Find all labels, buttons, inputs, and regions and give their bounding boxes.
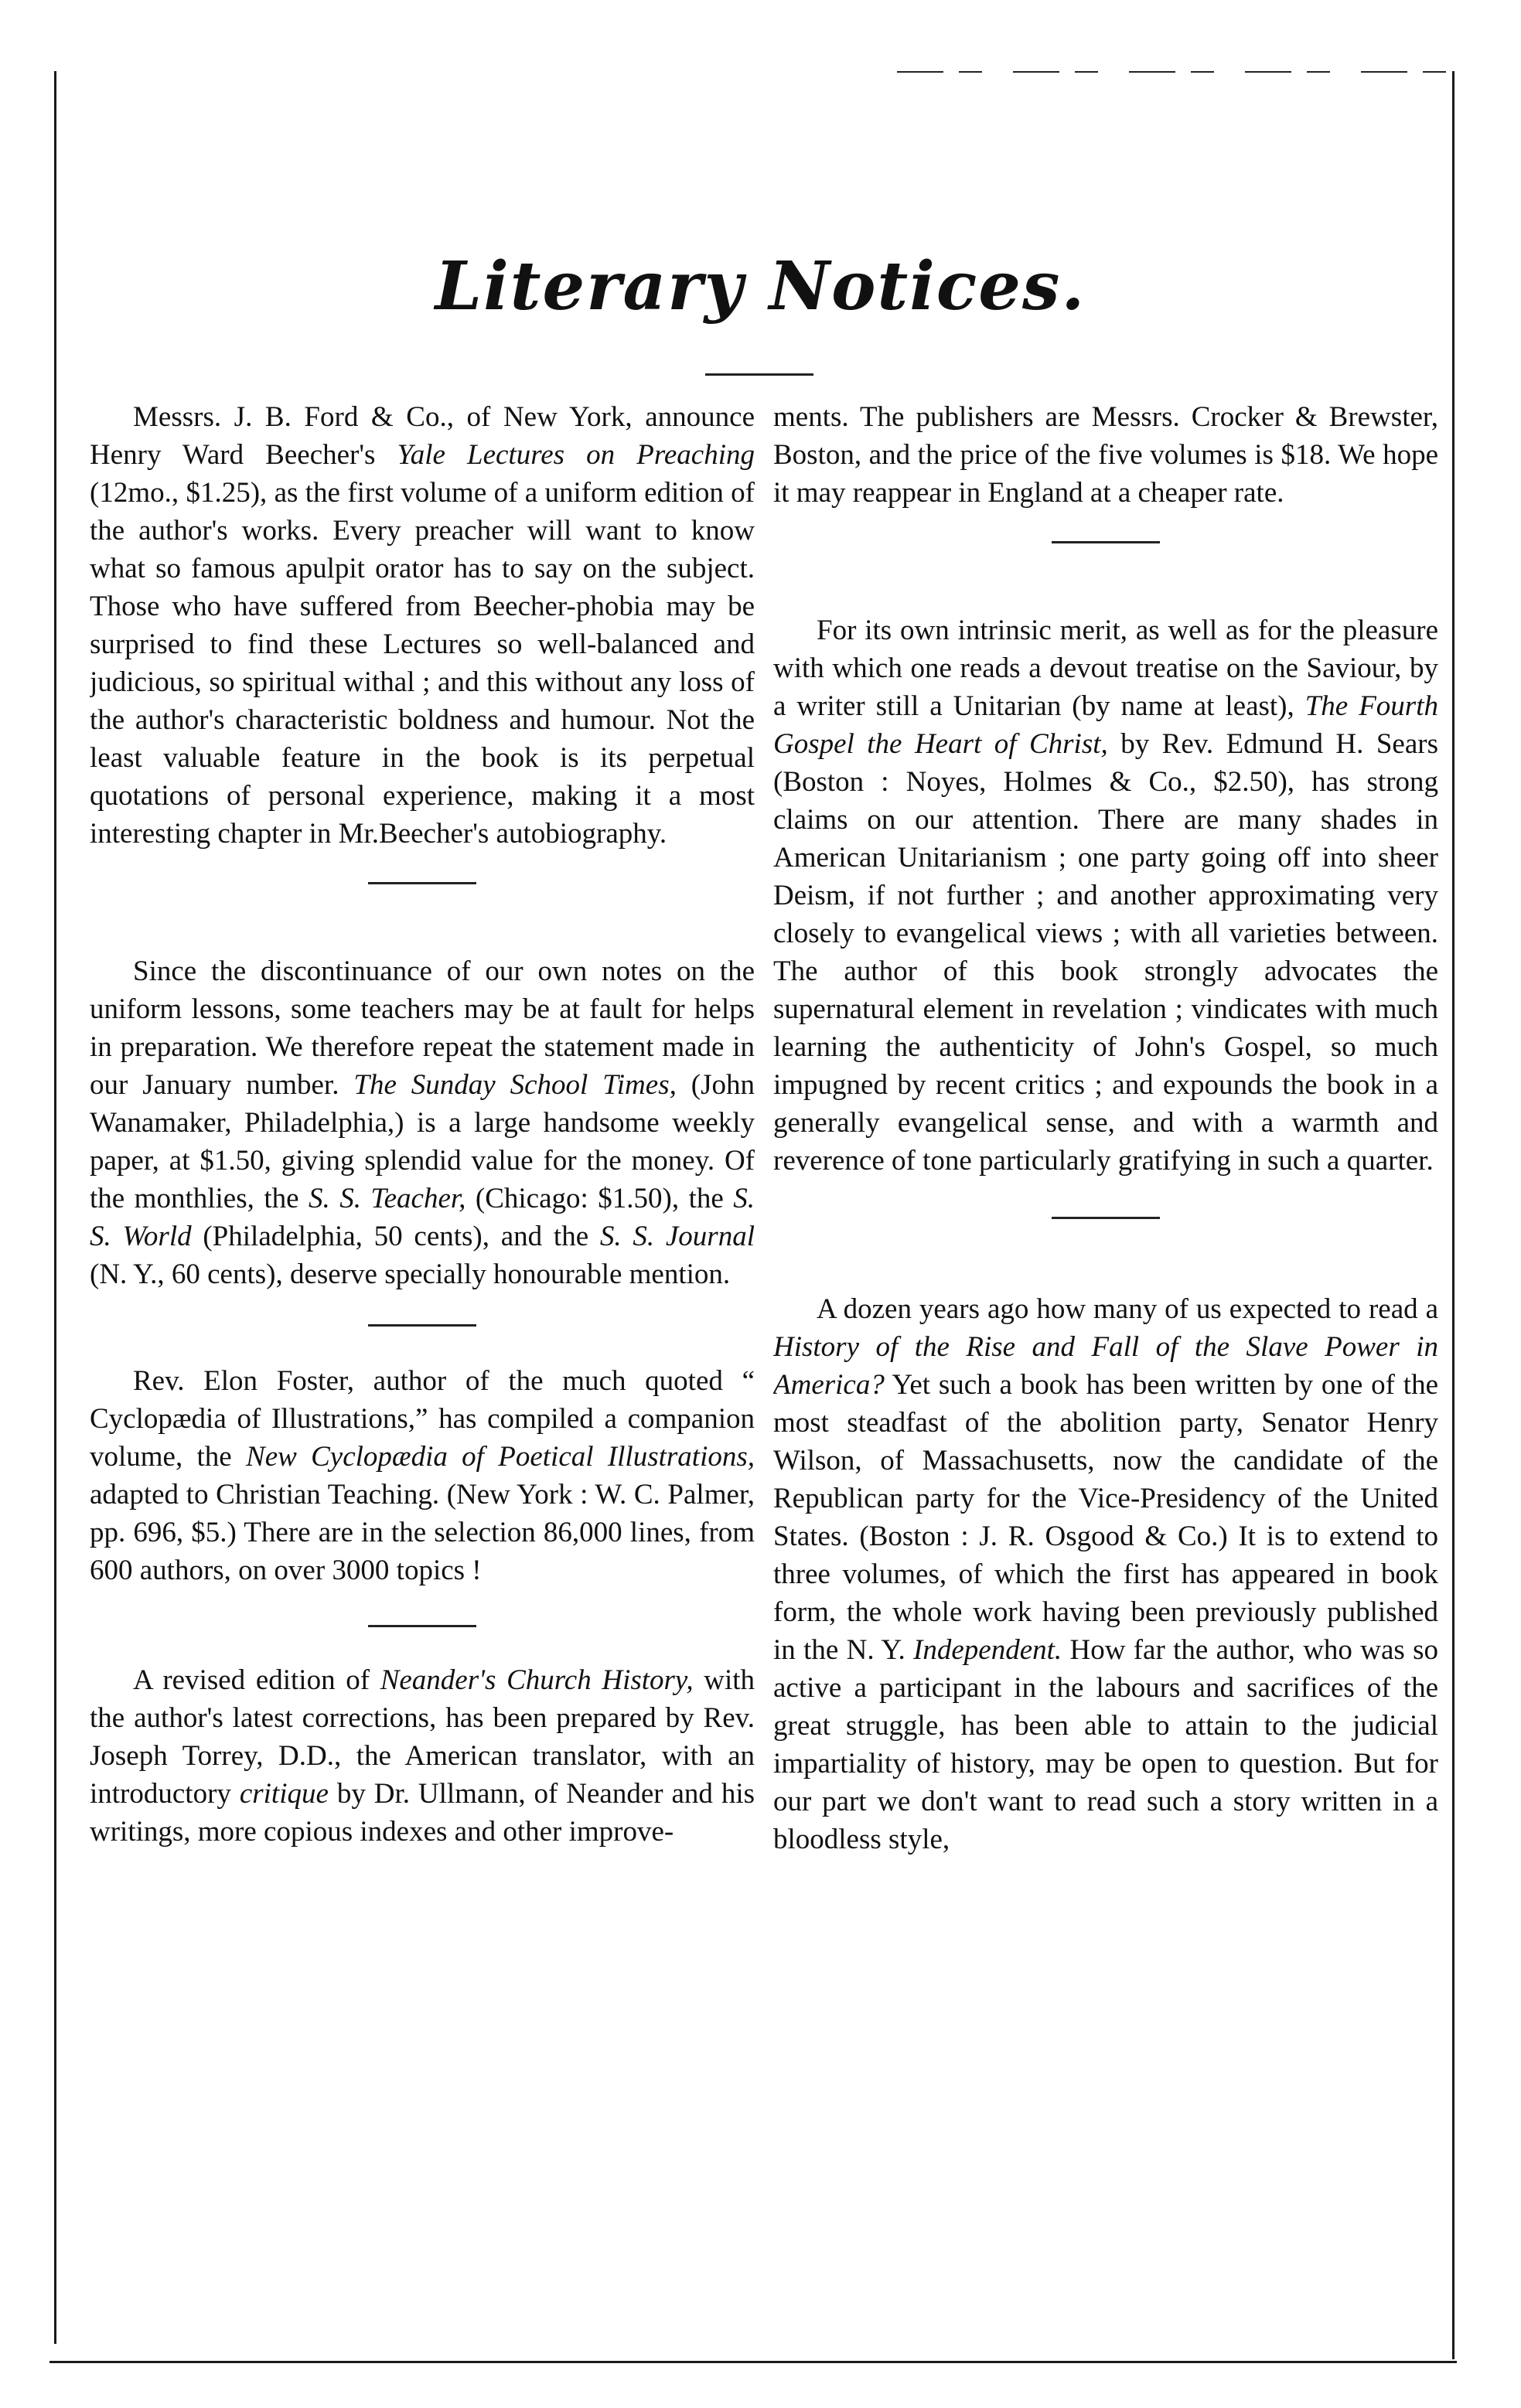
notice-text: How far the author, who was so active a participant in the labours and sacrifices of the great struggle, has been able to attain to the judicial impartiality of history, may be open to question. But for our part we don't want to read such a story written in a bloodless style, [773,1634,1438,1855]
notice-text: adapted to Christian Teaching. (New York : W. C. Palmer, pp. 696, $5.) There are in the selection 86,000 lines, from 600 authors, on over 3000 topics ! [90,1479,755,1586]
right-column [773,398,1438,2346]
periodical-title: Independent. [913,1634,1062,1666]
notice-text: Rev. Elon Foster, author of the much quoted “ Cyclopædia of Illustrations,” has compiled a companion volume, the [90,1365,755,1473]
book-title: History of the Rise and Fall of the Slave Power in America? [773,1331,1438,1401]
section-divider [1052,541,1160,543]
notice-text: Since the discontinuance of our own notes on the uniform lessons, some teachers may be at fault for helps in preparation. We therefore repeat the statement made in our January number. [90,955,755,1101]
notice-text: Yet such a book has been written by one of the most steadfast of the abolition party, Senator Henry Wilson, of Massachusetts, now the candidate of the Republican party for the Vice-Presidency of the United States. (Boston : J. R. Osgood & Co.) It is to extend to three volumes, of which the first has appeared in book form, the whole work having been previously published in the N. Y. [773,1369,1438,1666]
notice-text: by Dr. Ullmann, of Neander and his writings, more copious indexes and other improve- [90,1778,755,1848]
notice-text: (12mo., $1.25), as the first volume of a uniform edition of the author's works. Every preacher will want to know what so famous apulpit orator has to say on the subject. Those who have suffered from Beecher-phobia may be surprised to find these Lectures so well-balanced and judicious, so spiritual withal ; and this without any loss of the author's characteristic boldness and humour. Not the least valuable feature in the book is its perpetual quotations of personal experience, making it a most interesting chapter in Mr.Beecher's autobiography. [90,477,755,850]
notice-foster-cyclopaedia [90,1362,755,1589]
top-rule [897,71,1454,73]
notice-uniform-lessons [90,952,755,1293]
book-title: The Fourth Gospel the Heart of Christ, [773,690,1438,760]
notice-text: For its own intrinsic merit, as well as for the pleasure with which one reads a devout treatise on the Saviour, by a writer still a Unitarian (by name at least), [773,615,1438,722]
periodical-title: S. S. World [90,1183,755,1252]
notice-text: (John Wanamaker, Philadelphia,) is a large handsome weekly paper, at $1.50, giving splendid value for the money. Of the monthlies, the [90,1069,755,1214]
book-title: New Cyclopædia of Poetical Illustrations, [246,1441,755,1473]
page-title: Literary Notices. [435,247,1086,325]
section-divider [368,882,476,884]
notice-text: (Philadelphia, 50 cents), and the [191,1221,600,1252]
right-border-rule [1452,71,1454,2359]
notice-text: with the author's latest corrections, has been prepared by Rev. Joseph Torrey, D.D., the American translator, with an introductory [90,1664,755,1810]
notice-text: ments. The publishers are Messrs. Crocker & Brewster, Boston, and the price of the five volumes is $18. We hope it may reappear in England at a cheaper rate. [773,401,1438,509]
notice-neander-continued [773,398,1438,512]
periodical-title: S. S. Teacher, [309,1183,466,1214]
notice-text: A dozen years ago how many of us expected to read a [817,1293,1438,1325]
section-divider [1052,1217,1160,1219]
notice-neander-history [90,1661,755,1851]
section-divider [368,1625,476,1627]
bottom-border-rule [49,2361,1457,2363]
left-column [90,398,755,2346]
book-title: Yale Lectures on Preaching [397,439,755,471]
left-border-rule [54,71,56,2344]
section-divider [368,1324,476,1327]
emphasis-text: critique [239,1778,329,1810]
title-rule [705,373,813,376]
periodical-title: S. S. Journal [599,1221,755,1252]
notice-text: (N. Y., 60 cents), deserve specially honourable mention. [90,1258,731,1290]
notice-beecher-lectures [90,398,755,853]
notice-wilson-slave-power [773,1290,1438,1858]
book-title: Neander's Church History, [380,1664,694,1696]
periodical-title: The Sunday School Times, [353,1069,677,1101]
notice-sears-fourth-gospel [773,611,1438,1180]
notice-text: (Chicago: $1.50), the [466,1183,734,1214]
notice-text: A revised edition of [133,1664,380,1696]
notice-text: Messrs. J. B. Ford & Co., of New York, announce Henry Ward Beecher's [90,401,755,471]
notice-text: by Rev. Edmund H. Sears (Boston : Noyes, Holmes & Co., $2.50), has strong claims on our attention. There are many shades in American Unitarianism ; one party going off into sheer Deism, if not further ; and another approximating very closely to evangelical views ; with all varieties between. The author of this book strongly advocates the supernatural element in revelation ; vindicates with much learning the authenticity of John's Gospel, so much impugned by recent critics ; and expounds the book in a generally evangelical sense, and with a warmth and reverence of tone particularly gratifying in such a quarter. [773,728,1438,1177]
